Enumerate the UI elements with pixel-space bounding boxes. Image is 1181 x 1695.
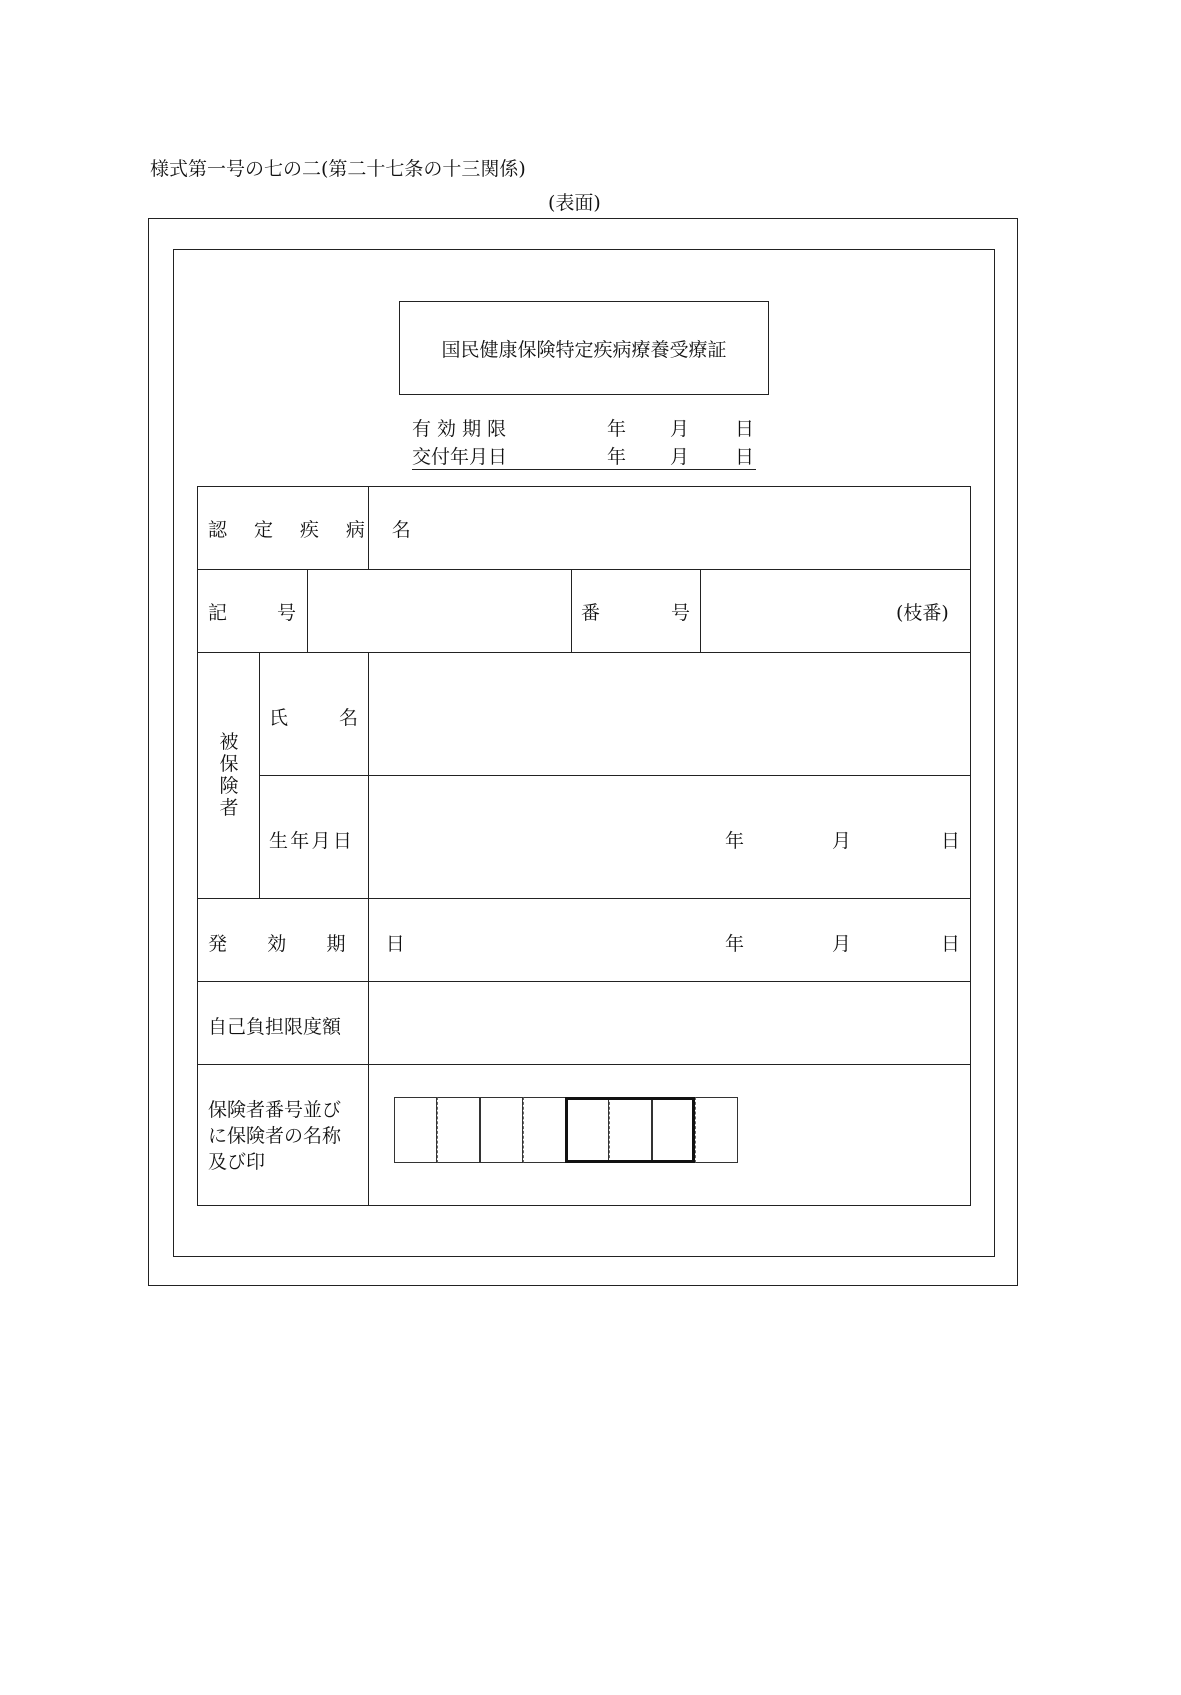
validity-year: 年 xyxy=(607,418,627,440)
name-label-1: 氏 xyxy=(269,707,289,729)
row-divider xyxy=(259,775,970,776)
birth-month: 月 xyxy=(832,830,852,852)
birth-label: 生年月日 xyxy=(269,830,355,852)
card-title: 国民健康保険特定疾病療養受療証 xyxy=(441,338,727,361)
insurer-number-box[interactable] xyxy=(695,1097,738,1163)
issue-year: 年 xyxy=(607,446,627,468)
birth-year: 年 xyxy=(725,830,745,852)
disease-label: 認 定 疾 病 名 xyxy=(208,519,422,541)
effective-day: 日 xyxy=(941,933,961,955)
row-divider xyxy=(198,569,970,570)
number-label-2: 号 xyxy=(671,602,691,624)
row-divider xyxy=(198,652,970,653)
effective-month: 月 xyxy=(832,933,852,955)
side-label: (表面) xyxy=(548,192,601,214)
insurer-number-box[interactable] xyxy=(437,1097,480,1163)
symbol-label-2: 号 xyxy=(277,602,297,624)
col-divider xyxy=(571,569,572,652)
birth-day: 日 xyxy=(941,830,961,852)
validity-month: 月 xyxy=(670,418,690,440)
card-dates xyxy=(412,414,756,470)
col-divider xyxy=(259,652,260,898)
insurer-number-box[interactable] xyxy=(523,1097,566,1163)
col-divider xyxy=(700,569,701,652)
number-label-1: 番 xyxy=(581,602,601,624)
issue-date-row xyxy=(412,442,756,470)
effective-label: 発 効 期 日 xyxy=(208,933,422,955)
effective-year: 年 xyxy=(725,933,745,955)
issue-day: 日 xyxy=(735,446,755,468)
issue-month: 月 xyxy=(670,446,690,468)
form-title: 様式第一号の七の二(第二十七条の十三関係) xyxy=(150,158,526,180)
row-divider xyxy=(198,898,970,899)
validity-label: 有 効 期 限 xyxy=(412,418,507,440)
insurer-number-box[interactable] xyxy=(394,1097,437,1163)
row-divider xyxy=(198,1064,970,1065)
insurer-label-line2: に保険者の名称 xyxy=(208,1125,342,1147)
row-divider xyxy=(198,981,970,982)
card-title-box xyxy=(399,301,769,395)
col-divider xyxy=(307,569,308,652)
symbol-label-1: 記 xyxy=(208,602,228,624)
insurer-label-line1: 保険者番号並び xyxy=(208,1099,342,1121)
validity-row xyxy=(412,414,756,442)
copay-label: 自己負担限度額 xyxy=(208,1016,342,1038)
insurer-number-box[interactable] xyxy=(480,1097,523,1163)
insurer-label-line3: 及び印 xyxy=(208,1151,266,1173)
insurer-number-highlight xyxy=(565,1097,695,1163)
name-label-2: 名 xyxy=(339,707,359,729)
branch-label: (枝番) xyxy=(896,602,949,624)
issue-date-label: 交付年月日 xyxy=(412,446,508,468)
insured-label: 被保険者 xyxy=(219,731,239,819)
validity-day: 日 xyxy=(735,418,755,440)
